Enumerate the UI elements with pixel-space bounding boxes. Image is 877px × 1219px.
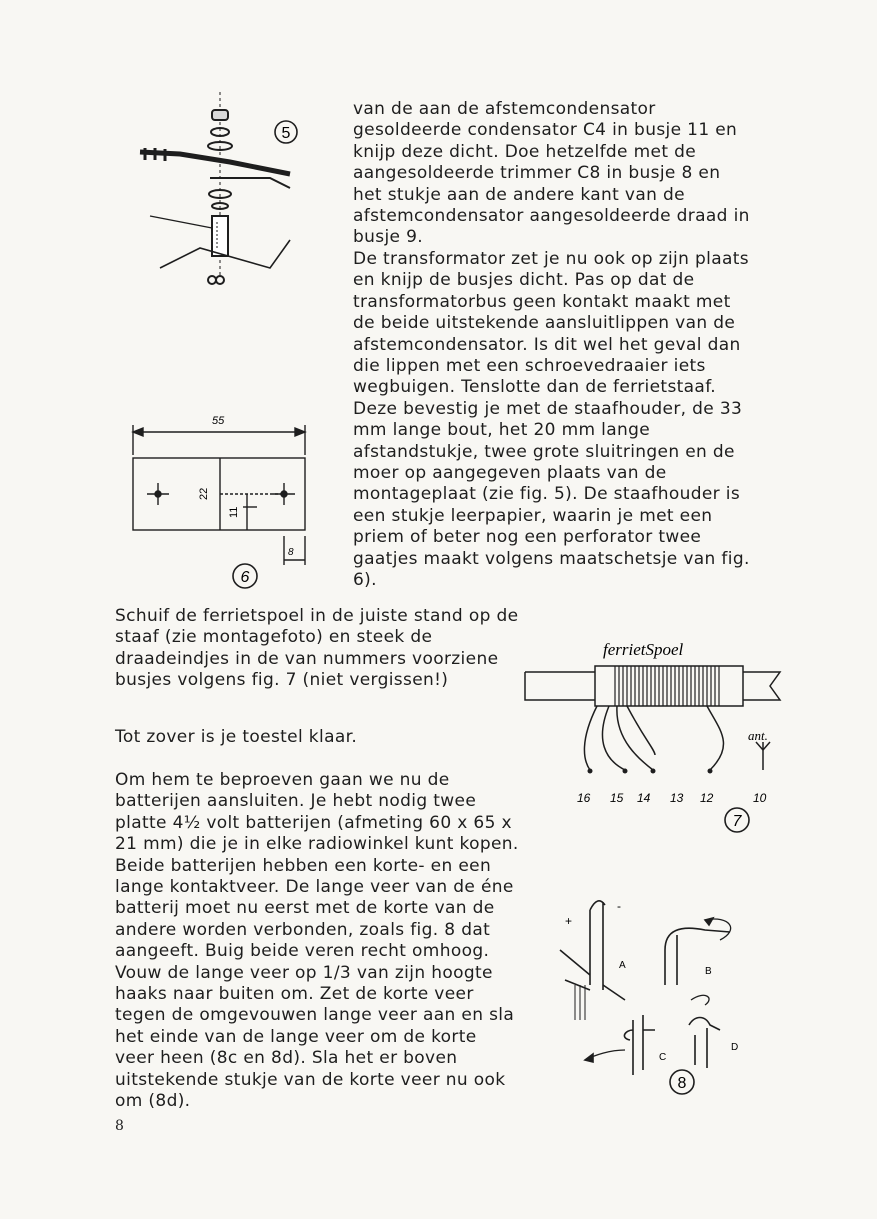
figure-8-battery-springs: [555, 890, 770, 1100]
dim-width-label: 55: [212, 415, 225, 427]
figure-7-coil-wiring: [515, 630, 800, 840]
minus-sign: -: [617, 899, 621, 913]
terminal-label: 16: [577, 791, 591, 805]
part-label: D: [731, 1042, 739, 1053]
dim-hole-label: 11: [228, 506, 240, 518]
terminal-label: 10: [753, 791, 767, 805]
figure-7-number: 7: [732, 813, 742, 830]
figure-5-number: 5: [281, 125, 291, 142]
paragraph-condensator: van de aan de afstemcondensator gesoldeerde condensator C4 in busje 11 en knijp deze dicht. Doe hetzelfde met de aangesoldeerde trimmer C8 in busje 8 en het stukje aan de andere kant van de afstemcondensator aangesoldeerde draad in busje 9.: [353, 99, 750, 248]
figure-6-dimension-sketch: [125, 410, 325, 595]
figure-6-number: 6: [240, 569, 250, 586]
paragraph-ferrietspoel: Schuif de ferrietspoel in de juiste stand op de staaf (zie montagefoto) en steek de draadeindjes in de van nummers voorziene busjes volgens fig. 7 (niet vergissen!): [115, 606, 519, 691]
coil-label: ferrietSpoel: [603, 640, 684, 659]
paragraph-transformator: De transformator zet je nu ook op zijn plaats en knijp de busjes dicht. Pas op dat de transformatorbus geen kontakt maakt met de beide uitstekende aansluitlippen van de afstemcondensator. Is dit wel het geval dan die lippen met een schroevedraaier iets wegbuigen. Tenslotte dan de ferrietstaaf. Deze bevestig je met de staafhouder, de 33 mm lange bout, het 20 mm lange afstandstukje, twee grote sluitringen en de moer op aangegeven plaats van de montageplaat (zie fig. 5). De staafhouder is een stukje leerpapier, waarin je met een priem of beter nog een perforator twee gaatjes maakt volgens maatschetsje van fig. 6).: [353, 249, 750, 591]
antenna-label: ant.: [748, 728, 768, 743]
figure-5-mounting-diagram: [120, 88, 340, 298]
terminal-label: 14: [637, 791, 651, 805]
terminal-label: 13: [670, 791, 684, 805]
terminal-label: 15: [610, 791, 624, 805]
paragraph-toestel-klaar: Tot zover is je toestel klaar.: [115, 727, 358, 747]
part-label: C: [659, 1052, 667, 1063]
plus-sign: +: [565, 914, 573, 928]
paragraph-batterijen: Om hem te beproeven gaan we nu de batterijen aansluiten. Je hebt nodig twee platte 4½ volt batterijen (afmeting 60 x 65 x 21 mm) die je in elke radiowinkel kunt kopen. Beide batterijen hebben een korte- en een lange kontaktveer. De lange veer van de éne batterij moet nu eerst met de korte van de andere worden verbonden, zoals fig. 8 dat aangeeft. Buig beide veren recht omhoog. Vouw de lange veer op 1/3 van zijn hoogte haaks naar buiten om. Zet de korte veer tegen de omgevouwen lange veer aan en sla het einde van de lange veer om de korte veer heen (8c en 8d). Sla het er boven uitstekende stukje van de korte veer nu ook om (8d).: [115, 770, 519, 1112]
part-label: B: [705, 966, 712, 977]
figure-8-number: 8: [677, 1075, 687, 1092]
part-label: A: [619, 960, 626, 971]
dim-height-label: 22: [198, 487, 210, 500]
dim-edge-label: 8: [288, 547, 294, 558]
terminal-label: 12: [700, 791, 714, 805]
page-number: 8: [115, 1118, 124, 1134]
